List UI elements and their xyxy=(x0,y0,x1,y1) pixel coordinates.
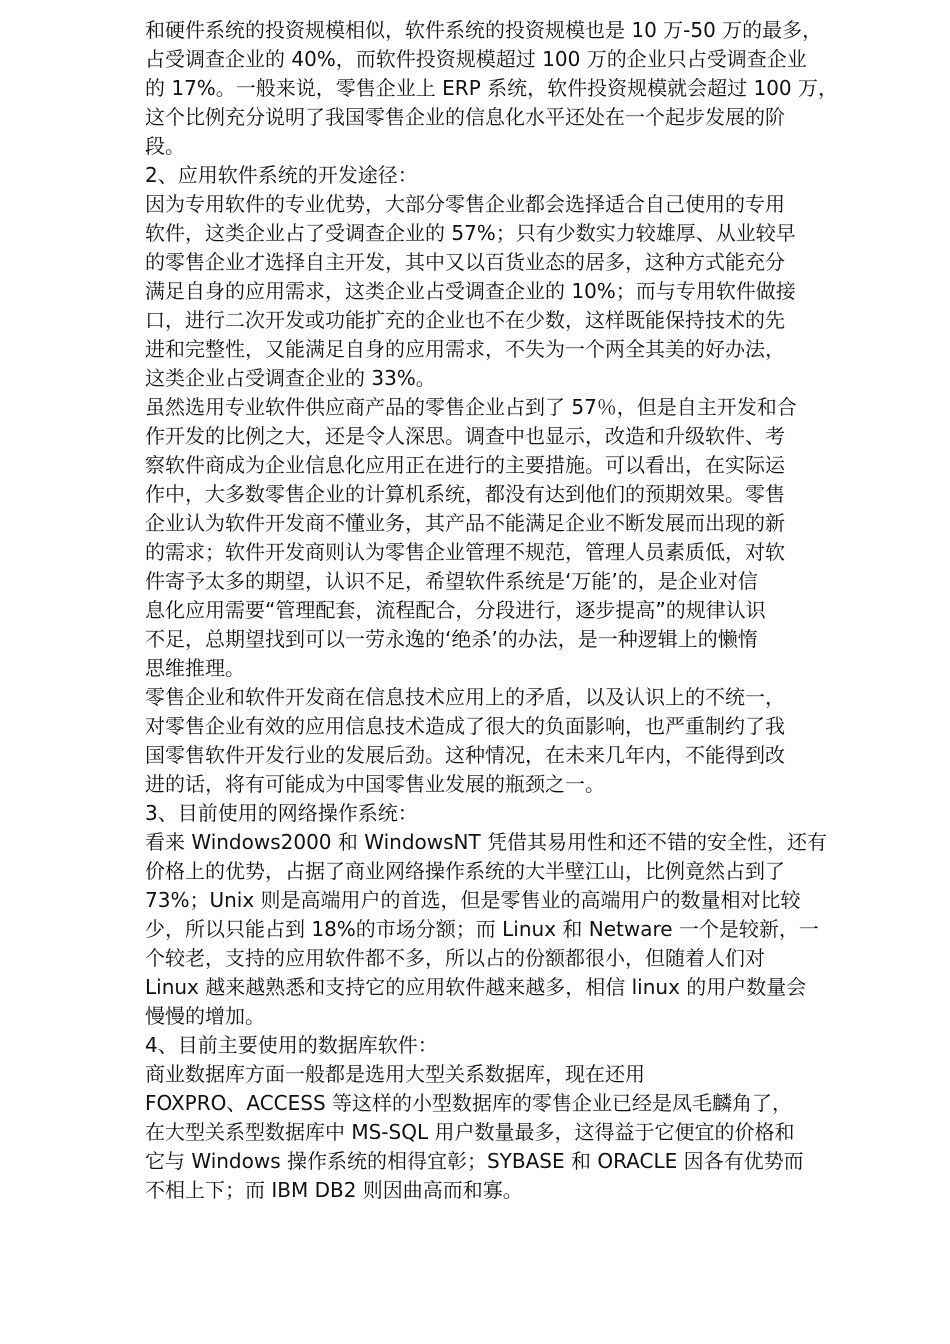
text-line: 73%；Unix 则是高端用户的首选，但是零售业的高端用户的数量相对比较 xyxy=(145,888,801,912)
text-line: 4、目前主要使用的数据库软件： xyxy=(145,1033,438,1057)
text-line: 段。 xyxy=(145,134,185,158)
text-line: 慢慢的增加。 xyxy=(145,1004,265,1028)
text-line: 个较老，支持的应用软件都不多，所以占的份额都很小，但随着人们对 xyxy=(145,946,765,970)
text-line: 价格上的优势，占据了商业网络操作系统的大半壁江山，比例竟然占到了 xyxy=(145,859,785,883)
text-line: 的 17%。一般来说，零售企业上 ERP 系统，软件投资规模就会超过 100 万， xyxy=(145,76,839,100)
text-line: 和硬件系统的投资规模相似，软件系统的投资规模也是 10 万-50 万的最多， xyxy=(145,18,823,42)
text-line: 因为专用软件的专业优势，大部分零售企业都会选择适合自己使用的专用 xyxy=(145,192,785,216)
text-line: 占受调查企业的 40%，而软件投资规模超过 100 万的企业只占受调查企业 xyxy=(145,47,807,71)
text-line: 不相上下；而 IBM DB2 则因曲高而和寡。 xyxy=(145,1178,523,1202)
text-line: 国零售软件开发行业的发展后劲。这种情况，在未来几年内，不能得到改 xyxy=(145,743,785,767)
text-line: 它与 Windows 操作系统的相得宜彰；SYBASE 和 ORACLE 因各有优势而 xyxy=(145,1149,804,1173)
text-line: 这个比例充分说明了我国零售企业的信息化水平还处在一个起步发展的阶 xyxy=(145,105,785,129)
text-line: 软件，这类企业占了受调查企业的 57%；只有少数实力较雄厚、从业较早 xyxy=(145,221,796,245)
text-line: 察软件商成为企业信息化应用正在进行的主要措施。可以看出，在实际运 xyxy=(145,453,785,477)
text-line: 作开发的比例之大，还是令人深思。调查中也显示，改造和升级软件、考 xyxy=(145,424,785,448)
text-line: 口，进行二次开发或功能扩充的企业也不在少数，这样既能保持技术的先 xyxy=(145,308,785,332)
text-line: 看来 Windows2000 和 WindowsNT 凭借其易用性和还不错的安全性，还有 xyxy=(145,830,828,854)
text-line: 的需求；软件开发商则认为零售企业管理不规范，管理人员素质低，对软 xyxy=(145,540,785,564)
text-line: 零售企业和软件开发商在信息技术应用上的矛盾，以及认识上的不统一， xyxy=(145,685,785,709)
text-line: 商业数据库方面一般都是选用大型关系数据库，现在还用 xyxy=(145,1062,645,1086)
text-line: 思维推理。 xyxy=(145,656,245,680)
text-line: 对零售企业有效的应用信息技术造成了很大的负面影响，也严重制约了我 xyxy=(145,714,785,738)
text-line: 不足，总期望找到可以一劳永逸的‘绝杀’的办法，是一种逻辑上的懒惰 xyxy=(145,627,758,651)
text-line: 虽然选用专业软件供应商产品的零售企业占到了 57％，但是自主开发和合 xyxy=(145,395,797,419)
text-line: 满足自身的应用需求，这类企业占受调查企业的 10%；而与专用软件做接 xyxy=(145,279,796,303)
text-line: FOXPRO、ACCESS 等这样的小型数据库的零售企业已经是凤毛麟角了， xyxy=(145,1091,793,1115)
text-line: 3、目前使用的网络操作系统： xyxy=(145,801,418,825)
text-line: Linux 越来越熟悉和支持它的应用软件越来越多，相信 linux 的用户数量会 xyxy=(145,975,807,999)
text-line: 在大型关系型数据库中 MS-SQL 用户数量最多，这得益于它便宜的价格和 xyxy=(145,1120,795,1144)
text-line: 少，所以只能占到 18%的市场分额；而 Linux 和 Netware 一个是较新，一 xyxy=(145,917,819,941)
text-line: 息化应用需要“管理配套，流程配合，分段进行，逐步提高”的规律认识 xyxy=(145,598,766,622)
text-line: 件寄予太多的期望，认识不足，希望软件系统是‘万能’的，是企业对信 xyxy=(145,569,758,593)
text-line: 作中，大多数零售企业的计算机系统，都没有达到他们的预期效果。零售 xyxy=(145,482,785,506)
text-line: 这类企业占受调查企业的 33%。 xyxy=(145,366,436,390)
text-line: 的零售企业才选择自主开发，其中又以百货业态的居多，这种方式能充分 xyxy=(145,250,785,274)
text-line: 企业认为软件开发商不懂业务，其产品不能满足企业不断发展而出现的新 xyxy=(145,511,785,535)
text-line: 进和完整性，又能满足自身的应用需求，不失为一个两全其美的好办法， xyxy=(145,337,785,361)
text-line: 进的话，将有可能成为中国零售业发展的瓶颈之一。 xyxy=(145,772,605,796)
document-body xyxy=(145,16,890,1205)
text-line: 2、应用软件系统的开发途径： xyxy=(145,163,418,187)
